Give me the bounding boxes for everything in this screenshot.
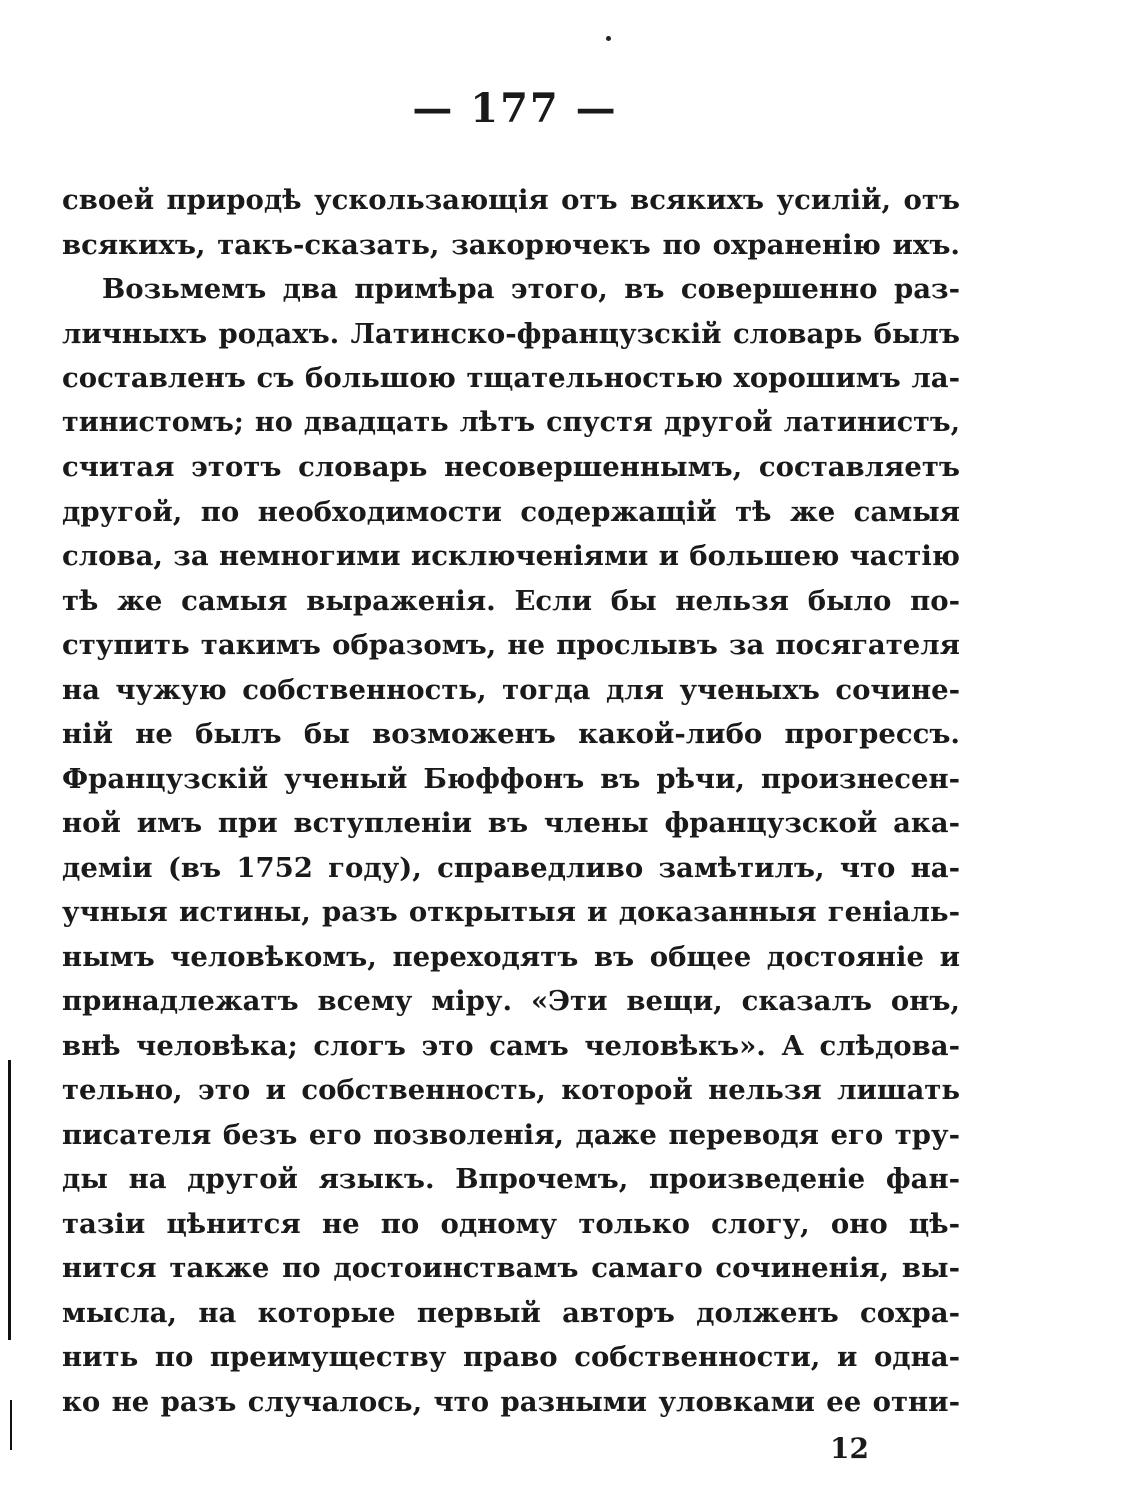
text-line: слова, за немногими исключеніями и большею частію [62,540,960,572]
text-line: ды на другой языкъ. Впрочемъ, произведеніе фан- [62,1163,960,1195]
text-line: писателя безъ его позволенія, даже переводя его тру- [62,1118,960,1151]
text-line: своей природѣ ускользающія отъ всякихъ усилій, отъ [62,184,960,216]
text-line: тазіи цѣнится не по одному только слогу, оно цѣ- [62,1207,960,1240]
text-line: деміи (въ 1752 году), справедливо замѣтилъ, что на- [62,851,960,884]
text-line: Возьмемъ два примѣра этого, въ совершенно раз- [102,273,960,305]
text-line: ной имъ при вступленіи въ члены французской ака- [62,807,960,839]
left-margin-mark-small [10,1400,12,1450]
text-line: мысла, на которые первый авторъ долженъ сохра- [62,1296,960,1329]
print-speck [606,36,611,41]
text-line: тельно, это и собственность, которой нельзя лишать [62,1074,960,1106]
text-line: учныя истины, разъ открытыя и доказанныя геніаль- [62,896,960,928]
text-line: ступить такимъ образомъ, не прослывъ за посягателя [62,629,960,661]
signature-mark: 12 [830,1432,869,1465]
text-line: другой, по необходимости содержащій тѣ же самыя [62,495,960,528]
text-line: внѣ человѣка; слогъ это самъ человѣкъ». А слѣдова- [62,1029,960,1062]
text-line: Французскій ученый Бюффонъ въ рѣчи, произнесен- [62,762,960,795]
text-line: нымъ человѣкомъ, переходятъ въ общее достояніе и [62,940,960,973]
text-line: составленъ съ большою тщательностью хорошимъ ла- [62,362,960,394]
text-line: на чужую собственность, тогда для ученыхъ сочине- [62,673,960,706]
left-margin-mark [8,1060,11,1340]
text-line: личныхъ родахъ. Латинско-французскій словарь былъ [62,317,960,350]
text-line: нить по преимуществу право собственности, и одна- [62,1341,960,1373]
text-line: принадлежатъ всему міру. «Эти вещи, сказалъ онъ, [62,985,960,1017]
text-line: ко не разъ случалось, что разными уловками ее отни- [62,1385,960,1418]
text-line: считая этотъ словарь несовершеннымъ, составляетъ [62,451,960,483]
text-line: тинистомъ; но двадцать лѣтъ спустя другой латинистъ, [62,406,960,438]
text-line: нится также по достоинствамъ самаго сочиненія, вы- [62,1252,960,1284]
text-line: тѣ же самыя выраженія. Если бы нельзя было по- [62,584,960,617]
page-number: — 177 — [412,85,618,132]
text-line: всякихъ, такъ-сказать, закорючекъ по охраненію ихъ. [62,228,960,261]
body-text [62,178,960,1424]
text-line: ній не былъ бы возможенъ какой-либо прогрессъ. [62,718,960,750]
